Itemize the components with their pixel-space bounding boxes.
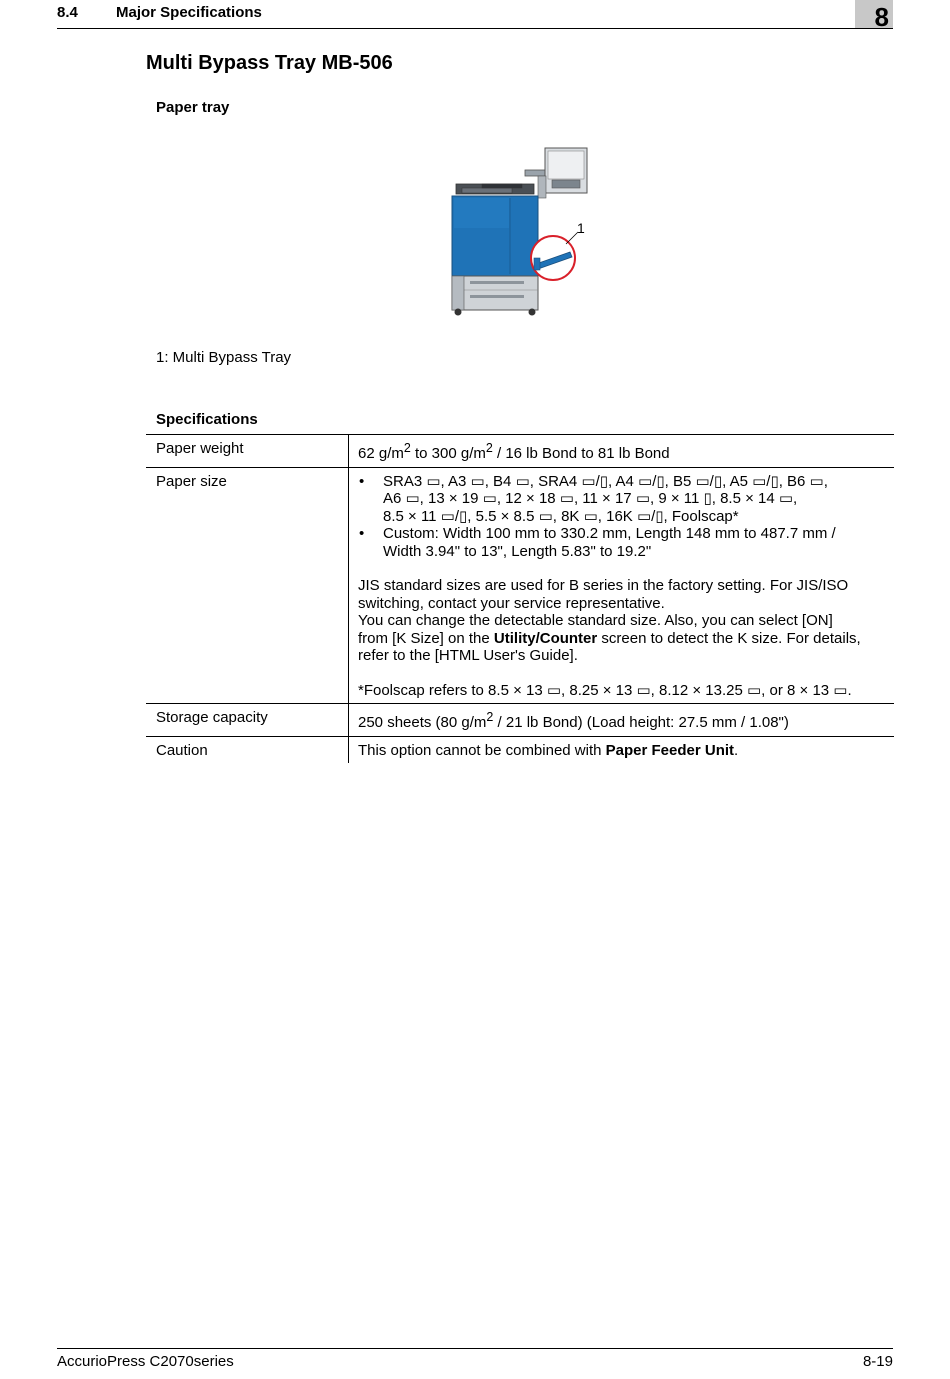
section-title: Major Specifications xyxy=(116,4,262,21)
value-text: / 16 lb Bond to 81 lb Bond xyxy=(492,445,670,462)
value-text: to 300 g/m xyxy=(410,445,486,462)
paper-weight-label: Paper weight xyxy=(146,435,349,468)
caution-value xyxy=(349,736,895,763)
superscript: 2 xyxy=(486,710,494,724)
superscript: 2 xyxy=(485,441,493,455)
note-line: refer to the [HTML User's Guide]. xyxy=(358,647,578,664)
note-text: screen to detect the K size. For details, xyxy=(597,629,861,647)
size-line: 8.5 × 11 ▭/▯, 5.5 × 8.5 ▭, 8K ▭, 16K ▭/▯, Foolscap* xyxy=(383,507,739,525)
value-text: / 21 lb Bond) (Load height: 27.5 mm / 1.08") xyxy=(493,714,789,731)
note-line: switching, contact your service representative. xyxy=(358,594,665,612)
paper-size-value xyxy=(349,467,895,704)
paper-tray-heading: Paper tray xyxy=(156,99,230,116)
page-title: Multi Bypass Tray MB-506 xyxy=(146,52,393,74)
value-text: This option cannot be combined with xyxy=(358,741,606,759)
storage-capacity-label: Storage capacity xyxy=(146,704,349,737)
size-line: A6 ▭, 13 × 19 ▭, 12 × 18 ▭, 11 × 17 ▭, 9 × 11 ▯, 8.5 × 14 ▭, xyxy=(383,490,798,507)
table-row xyxy=(146,467,894,704)
value-text: . xyxy=(734,741,739,759)
paper-weight-value xyxy=(349,435,895,468)
specifications-heading: Specifications xyxy=(156,411,258,428)
list-item xyxy=(358,473,886,526)
table-row xyxy=(146,704,894,737)
section-number: 8.4 xyxy=(57,4,78,21)
caution-label: Caution xyxy=(146,736,349,763)
value-text: 62 g/m xyxy=(358,445,404,462)
foolscap-note: *Foolscap refers to 8.5 × 13 ▭, 8.25 × 13 ▭, 8.12 × 13.25 ▭, or 8 × 13 ▭. xyxy=(358,681,852,699)
superscript: 2 xyxy=(403,441,411,455)
specifications-table xyxy=(146,434,894,763)
size-line: • Custom: Width 100 mm to 330.2 mm, Length 148 mm to 487.7 mm / xyxy=(383,525,836,542)
product-name: AccurioPress C2070series xyxy=(57,1353,234,1370)
utility-counter-term: Utility/Counter xyxy=(493,629,598,647)
printer-illustration xyxy=(440,140,600,320)
figure-caption: 1: Multi Bypass Tray xyxy=(156,349,292,366)
note-line xyxy=(358,630,886,648)
paper-size-label: Paper size xyxy=(146,467,349,704)
size-line: Width 3.94" to 13", Length 5.83" to 19.2" xyxy=(383,542,652,560)
callout-number: 1 xyxy=(577,220,585,236)
storage-capacity-value xyxy=(349,704,895,737)
table-row xyxy=(146,435,894,468)
chapter-number-box: 8 xyxy=(855,0,893,28)
value-text: 250 sheets (80 g/m xyxy=(358,714,487,731)
table-row xyxy=(146,736,894,763)
note-line: JIS standard sizes are used for B series in the factory setting. For JIS/ISO xyxy=(358,577,849,594)
paper-feeder-unit-term: Paper Feeder Unit xyxy=(605,741,735,759)
list-item xyxy=(358,525,886,560)
page-number: 8-19 xyxy=(862,1353,893,1370)
page-header xyxy=(57,0,893,32)
size-line: • SRA3 ▭, A3 ▭, B4 ▭, SRA4 ▭/▯, A4 ▭/▯, B5 ▭/▯, A5 ▭/▯, B6 ▭, xyxy=(383,472,828,490)
note-line: You can change the detectable standard size. Also, you can select [ON] xyxy=(358,612,833,629)
note-text: from [K Size] on the xyxy=(358,629,494,647)
page-footer xyxy=(57,1348,893,1370)
paper-size-list xyxy=(358,473,886,561)
